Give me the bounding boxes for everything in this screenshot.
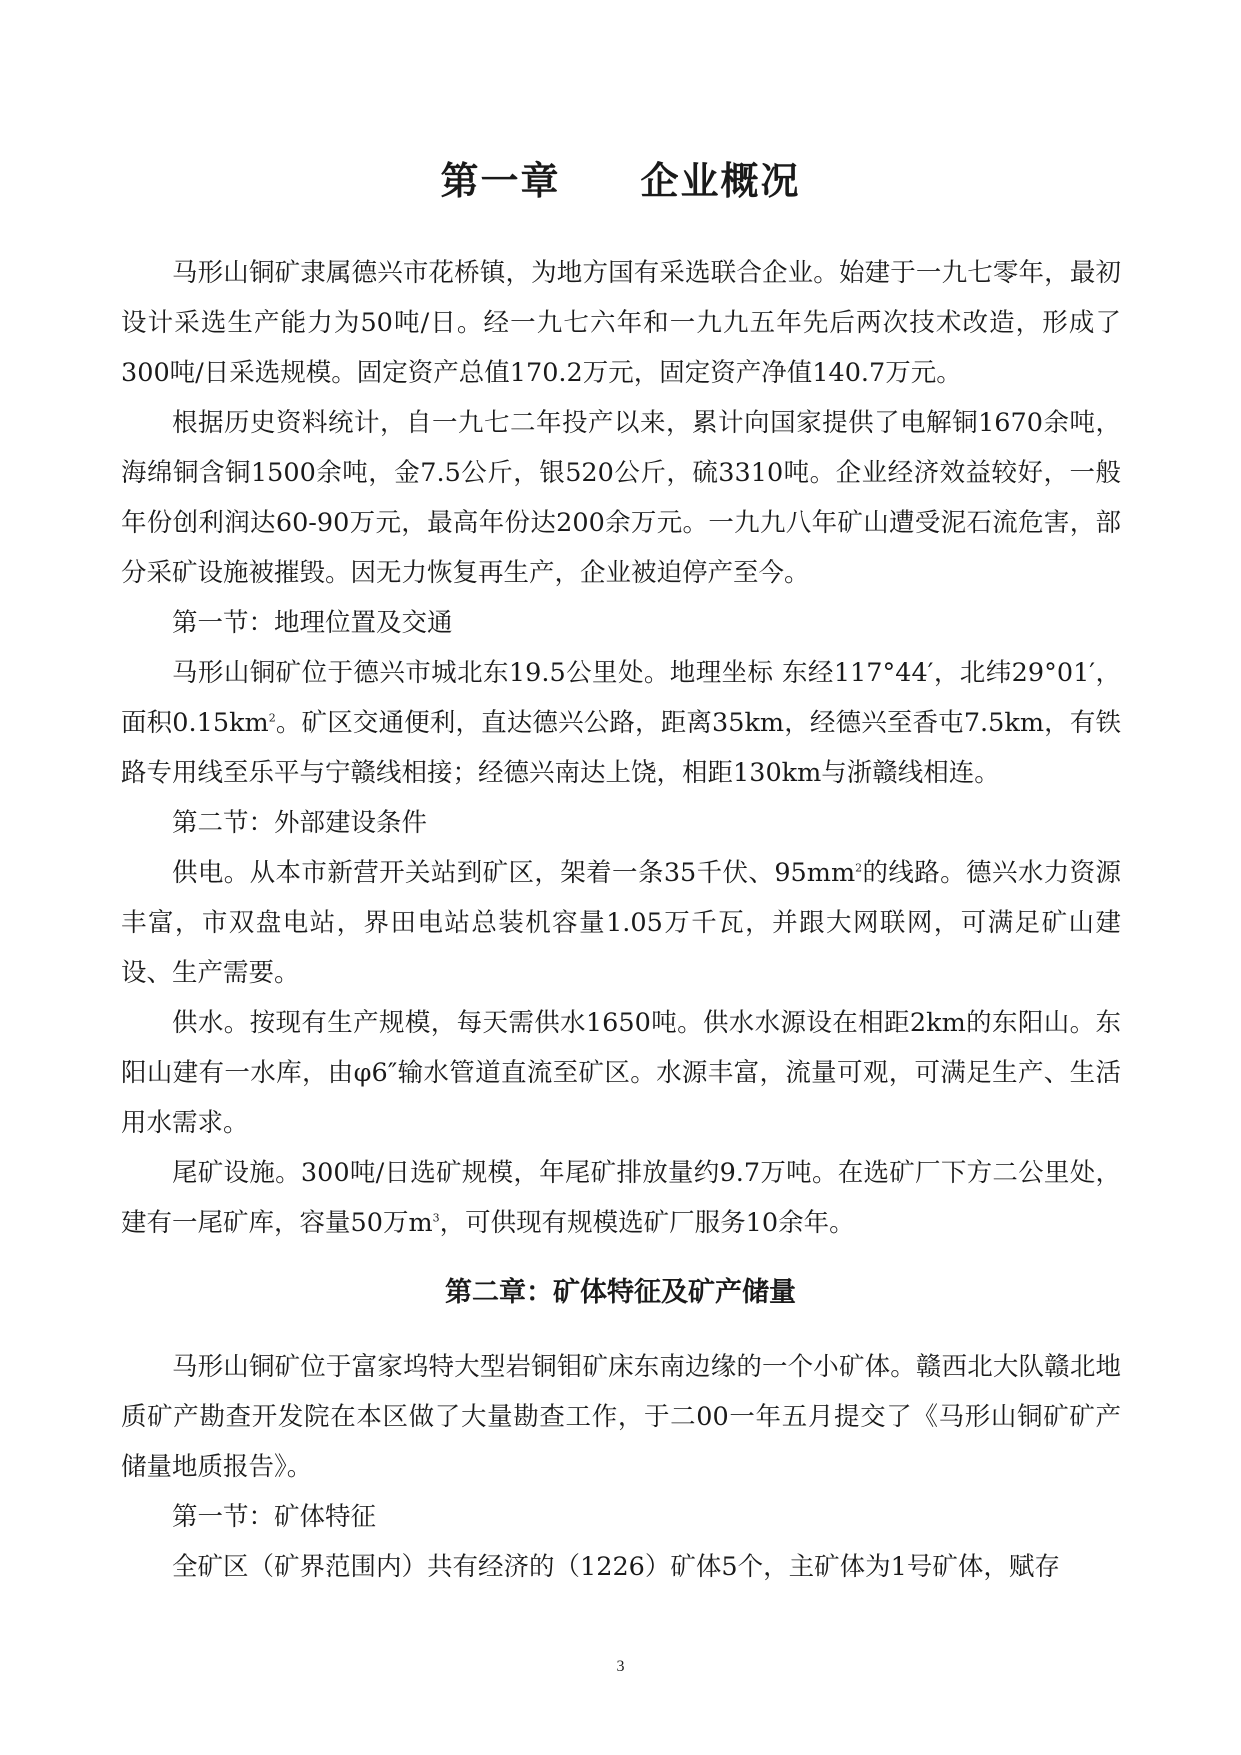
paragraph: 尾矿设施。300吨/日选矿规模，年尾矿排放量约9.7万吨。在选矿厂下方二公里处，建有一尾矿库，容量50万$m^3$，可供现有规模选矿厂服务10余年。 xyxy=(121,1158,1121,1238)
paragraph: 供电。从本市新营开关站到矿区，架着一条35千伏、$95mm^2$的线路。德兴水力资源丰富，市双盘电站，界田电站总装机容量1.05万千瓦，并跟大网联网，可满足矿山建设、生产需要。 xyxy=(121,858,1121,988)
superscript: 2 xyxy=(268,711,276,725)
superscript: 3 xyxy=(432,1211,440,1225)
page-number: 3 xyxy=(616,1658,625,1675)
chapter-1-title: 第一章 企业概况 xyxy=(440,159,801,203)
paragraph: 马形山铜矿位于德兴市城北东19.5公里处。地理坐标 东经117°44′，北纬29°01′，面积$0.15km^2$。矿区交通便利，直达德兴公路，距离35km，经德兴至香屯7.5km，有铁路专用线至乐平与宁赣线相接；经德兴南达上饶，相距130km与浙赣线相连。 xyxy=(121,658,1121,788)
paragraph: 马形山铜矿隶属德兴市花桥镇，为地方国有采选联合企业。始建于一九七零年，最初设计采选生产能力为50吨/日。经一九七六年和一九九五年先后两次技术改造，形成了300吨/日采选规模。固定资产总值170.2万元，固定资产净值140.7万元。 xyxy=(121,258,1121,388)
paragraph: 马形山铜矿位于富家坞特大型岩铜钼矿床东南边缘的一个小矿体。赣西北大队赣北地质矿产勘查开发院在本区做了大量勘查工作，于二00一年五月提交了《马形山铜矿矿产储量地质报告》。 xyxy=(121,1352,1121,1482)
superscript: 2 xyxy=(855,861,863,875)
section-heading: 第一节：地理位置及交通 xyxy=(172,608,453,638)
chapter-2-title: 第二章：矿体特征及矿产储量 xyxy=(445,1277,796,1308)
paragraph: 根据历史资料统计，自一九七二年投产以来，累计向国家提供了电解铜1670余吨，海绵铜含铜1500余吨，金7.5公斤，银520公斤，硫3310吨。企业经济效益较好，一般年份创利润达60-90万元，最高年份达200余万元。一九九八年矿山遭受泥石流危害，部分采矿设施被摧毁。因无力恢复再生产，企业被迫停产至今。 xyxy=(121,408,1121,588)
section-heading: 第一节：矿体特征 xyxy=(172,1502,377,1532)
paragraph: 供水。按现有生产规模，每天需供水1650吨。供水水源设在相距2km的东阳山。东阳山建有一水库，由φ6″输水管道直流至矿区。水源丰富，流量可观，可满足生产、生活用水需求。 xyxy=(121,1008,1121,1138)
chapter-2-body xyxy=(121,1342,1121,1592)
section-heading: 第二节：外部建设条件 xyxy=(172,808,428,838)
paragraph: 全矿区（矿界范围内）共有经济的（1226）矿体5个，主矿体为1号矿体，赋存 xyxy=(172,1552,1060,1582)
chapter-1-body xyxy=(121,248,1121,1248)
